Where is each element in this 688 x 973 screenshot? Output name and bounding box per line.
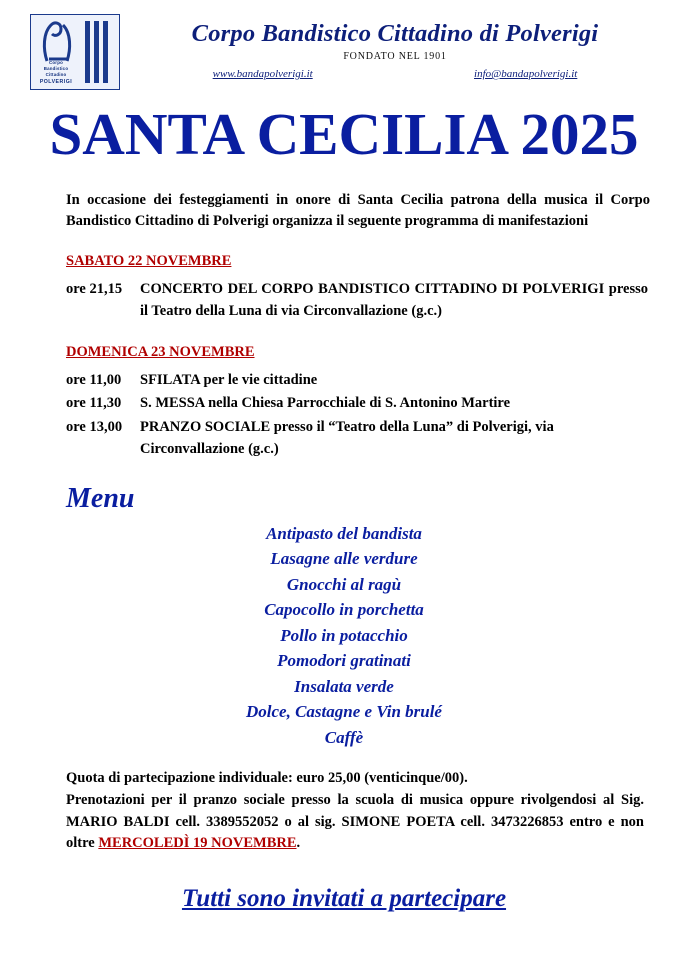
band-name: Corpo Bandistico Cittadino di Polverigi [191, 20, 599, 47]
menu-item: Capocollo in porchetta [264, 600, 424, 620]
day-heading-sunday: DOMENICA 23 NOVEMBRE [66, 343, 255, 360]
logo-town: POLVERIGI [39, 79, 73, 85]
event-description: S. MESSA nella Chiesa Parrocchiale di S. Antonino Martire [140, 395, 511, 412]
menu-item: Antipasto del bandista [266, 523, 422, 543]
booking-text: Prenotazioni per il pranzo sociale presso la scuola di musica oppure rivolgendosi al Sig. MARIO BALDI cell. 3389552052 o al sig. SIMONE POETA cell. 3473226853 entro e non oltre [66, 791, 644, 852]
booking-info [66, 790, 644, 855]
booking-end: . [296, 835, 301, 852]
logo-line3: Cittadino [45, 72, 67, 77]
lyre-icon [37, 19, 87, 65]
event-time: ore 11,00 [66, 371, 122, 388]
event-time: ore 21,15 [66, 281, 123, 298]
event-row [66, 370, 648, 392]
event-time: ore 13,00 [66, 419, 123, 436]
event-time: ore 11,30 [66, 395, 122, 412]
logo-bars [85, 21, 115, 83]
logo-text [35, 60, 77, 85]
participation-fee: Quota di partecipazione individuale: euro 25,00 (venticinque/00). [66, 770, 468, 787]
menu-item: Pollo in potacchio [280, 625, 408, 645]
page-title: SANTA CECILIA 2025 [49, 101, 639, 167]
booking-deadline: MERCOLEDÌ 19 NOVEMBRE [98, 835, 297, 852]
email-link[interactable]: info@bandapolverigi.it [474, 68, 578, 80]
event-description: PRANZO SOCIALE presso il “Teatro della Luna” di Polverigi, via Circonvallazione (g.c.) [140, 419, 554, 457]
event-row [66, 417, 648, 461]
menu-list [30, 521, 658, 751]
menu-item: Dolce, Castagne e Vin brulé [246, 702, 442, 722]
menu-title: Menu [66, 482, 135, 514]
day-heading-saturday: SABATO 22 NOVEMBRE [66, 253, 232, 270]
logo-line2: Bandistico [43, 66, 69, 71]
menu-item: Gnocchi al ragù [286, 574, 402, 594]
band-logo [30, 14, 120, 90]
header-text-block [132, 14, 658, 80]
event-row [66, 393, 648, 415]
website-link[interactable]: www.bandapolverigi.it [212, 68, 313, 80]
logo-line1: Corpo [49, 60, 63, 65]
footer-invitation: Tutti sono invitati a partecipare [181, 885, 507, 913]
contacts-row [132, 68, 658, 80]
menu-item: Pomodori gratinati [277, 651, 411, 671]
event-row [66, 279, 648, 323]
menu-item: Caffè [324, 727, 364, 747]
menu-item: Insalata verde [294, 676, 394, 696]
founded-year: FONDATO NEL 1901 [343, 51, 447, 62]
event-description: CONCERTO DEL CORPO BANDISTICO CITTADINO DI POLVERIGI presso il Teatro della Luna di via Circonvallazione (g.c.) [140, 281, 648, 319]
menu-item: Lasagne alle verdure [270, 549, 418, 569]
poster-header [30, 14, 658, 90]
notes-block [66, 768, 644, 855]
intro-paragraph: In occasione dei festeggiamenti in onore di Santa Cecilia patrona della musica il Corpo Bandistico Cittadino di Polverigi organizza il seguente programma di manifestazioni [66, 192, 650, 230]
event-description: SFILATA per le vie cittadine [140, 371, 318, 388]
